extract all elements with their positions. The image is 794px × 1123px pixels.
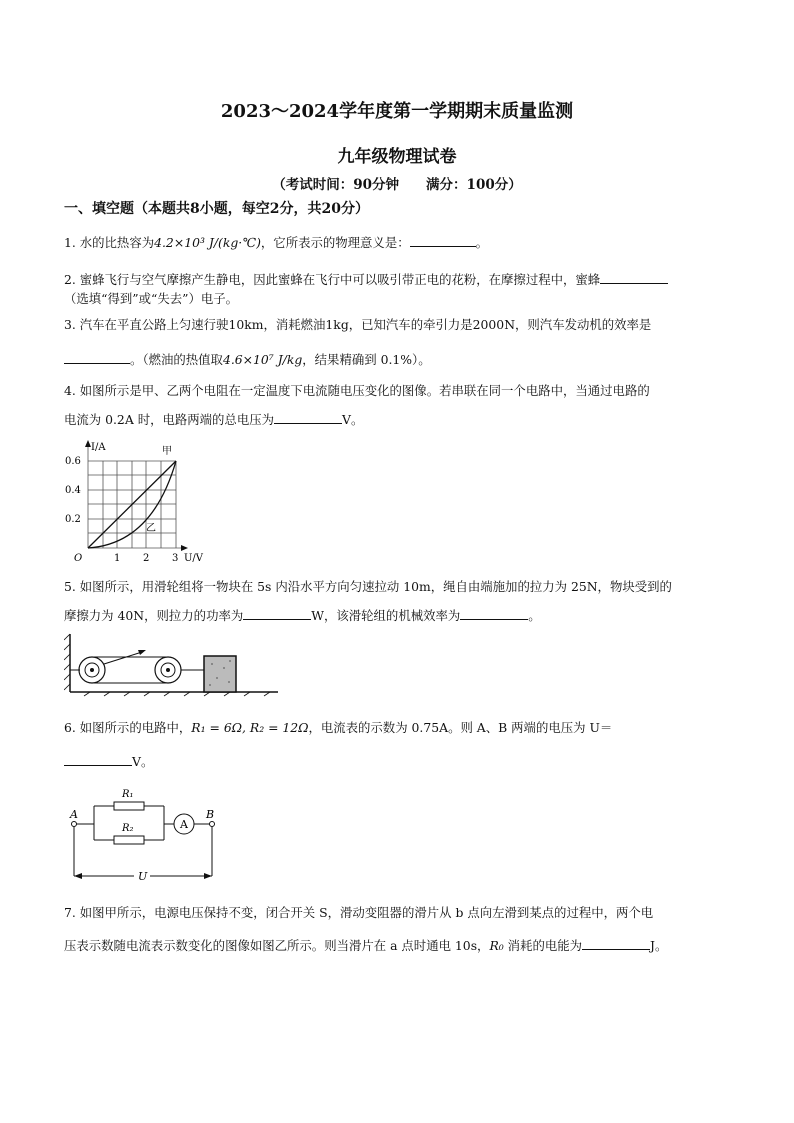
x-axis-arrow-icon [181, 545, 188, 551]
exam-subtitle: 九年级物理试卷 [337, 147, 457, 167]
question-7-line2: 压表示数随电流表示数变化的图像如图乙所示。则当滑片在 a 点时通电 10s，R₀ 消耗的电能为 J。 [64, 938, 668, 953]
answer-blank[interactable] [460, 606, 528, 620]
question-6-line1: 6. 如图所示的电路中，R₁ = 6Ω, R₂ = 12Ω，电流表的示数为 0.75A。则 A、B 两端的电压为 U＝ [64, 720, 613, 735]
r2-label: R₂ [122, 823, 134, 834]
exam-info: （考试时间：90分钟 满分：100分） [272, 177, 522, 193]
y-tick-label: 0.2 [65, 514, 81, 525]
answer-blank[interactable] [410, 233, 476, 247]
node-b-label: B [206, 808, 215, 821]
pulley-figure [64, 630, 284, 700]
question-2-line1: 2. 蜜蜂飞行与空气摩擦产生静电，因此蜜蜂在飞行中可以吸引带正电的花粉，在摩擦过程中，蜜蜂 [64, 270, 668, 288]
voltage-label: U [138, 870, 148, 883]
terminal-a [72, 822, 77, 827]
circuit-figure [64, 780, 224, 890]
y-axis-label: I/A [91, 442, 106, 453]
iu-graph-figure [64, 434, 224, 570]
specific-heat-formula: 4.2×10³ J/(kg·℃) [154, 235, 261, 250]
curve-jia-label: 甲 [162, 446, 172, 457]
r1-label: R₁ [122, 789, 134, 800]
arrow-left-icon [74, 873, 82, 879]
y-tick-label: 0.6 [65, 456, 81, 467]
question-7-line1: 7. 如图甲所示，电源电压保持不变，闭合开关 S，滑动变阻器的滑片从 b 点向左滑到某点的过程中，两个电 [64, 905, 654, 920]
x-axis-label: U/V [184, 553, 204, 564]
answer-blank[interactable] [274, 410, 342, 424]
question-1: 1. 水的比热容为4.2×10³ J/(kg·℃)，它所表示的物理意义是： 。 [64, 235, 488, 250]
origin-label: O [74, 553, 83, 564]
answer-blank[interactable] [64, 752, 132, 766]
answer-blank[interactable] [243, 606, 311, 620]
x-tick-label: 1 [114, 553, 121, 564]
question-6-line2: V。 [64, 752, 153, 770]
x-tick-label: 3 [172, 553, 179, 564]
ammeter-label: A [180, 818, 188, 831]
arrow-right-icon [204, 873, 212, 879]
heat-value-formula: 4.6×10⁷ J/kg [222, 352, 303, 367]
section-heading: 一、填空题（本题共8小题，每空2分，共20分） [64, 201, 369, 217]
question-3-line1: 3. 汽车在平直公路上匀速行驶10km，消耗燃油1kg，已知汽车的牵引力是2000N，则汽车发动机的效率是 [64, 317, 652, 332]
answer-blank[interactable] [600, 270, 668, 284]
r0-symbol: R₀ [489, 938, 504, 953]
y-tick-label: 0.4 [65, 485, 81, 496]
terminal-b [210, 822, 215, 827]
force-arrow-icon [138, 650, 146, 655]
resistance-formula: R₁ = 6Ω, R₂ = 12Ω [191, 720, 309, 735]
question-5-line2: 摩擦力为 40N，则拉力的功率为 W，该滑轮组的机械效率为 。 [64, 608, 541, 623]
block [204, 656, 236, 692]
question-4-line2: 电流为 0.2A 时，电路两端的总电压为 V。 [64, 412, 364, 427]
curve-yi-label: 乙 [146, 523, 156, 534]
resistor-r1 [114, 802, 144, 810]
question-3-line2: 。（燃油的热值取4.6×10⁷ J/kg，结果精确到 0.1%）。 [64, 350, 431, 368]
answer-blank[interactable] [64, 350, 130, 364]
exam-title: 2023～2024学年度第一学期期末质量监测 [220, 101, 574, 122]
node-a-label: A [70, 808, 78, 821]
x-tick-label: 2 [143, 553, 150, 564]
answer-blank[interactable] [582, 936, 650, 950]
question-4-line1: 4. 如图所示是甲、乙两个电阻在一定温度下电流随电压变化的图像。若串联在同一个电路中，当通过电路的 [64, 383, 650, 398]
question-5-line1: 5. 如图所示，用滑轮组将一物块在 5s 内沿水平方向匀速拉动 10m，绳自由端施加的拉力为 25N，物块受到的 [64, 579, 672, 594]
resistor-r2 [114, 836, 144, 844]
question-2-line2: （选填“得到”或“失去”）电子。 [64, 291, 239, 306]
pull-rope [104, 652, 142, 664]
